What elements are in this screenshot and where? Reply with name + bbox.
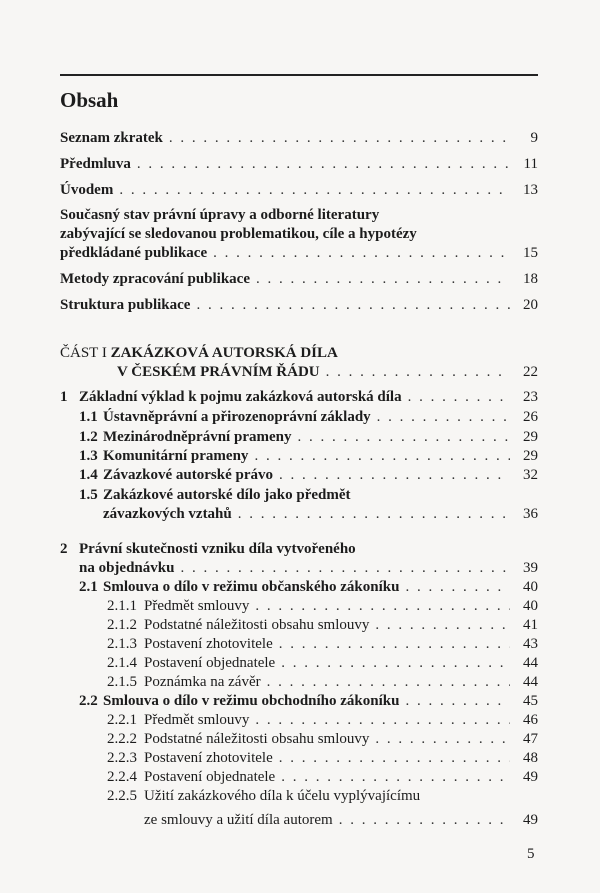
entry-label: Seznam zkratek [60,130,163,146]
section-title-cont: závazkových vztahů [103,506,232,522]
part-prefix: ČÁST I [60,345,107,361]
subsection-title-cont: ze smlouvy a užití díla autorem [144,812,333,828]
subsection-title: Podstatné náležitosti obsahu smlouvy [144,617,370,633]
entry-page: 29 [523,448,538,464]
leader-dots [297,428,510,447]
toc-entry-uvodem[interactable] [60,181,538,200]
subsection-title: Užití zakázkového díla k účelu vyplývajícímu [144,788,421,804]
subsection-number: 2.1.2 [107,617,137,633]
leader-dots [267,673,510,692]
entry-page: 18 [523,271,538,287]
entry-page: 49 [523,769,538,785]
entry-page: 39 [523,560,538,576]
toc-subsection-2-2-4[interactable] [107,768,538,787]
toc-chapter-2[interactable] [60,540,538,578]
page-title: Obsah [60,88,119,112]
chapter-number: 1 [60,389,68,405]
entry-page: 22 [523,364,538,380]
leader-dots [254,447,510,466]
subsection-number: 2.1.3 [107,636,137,652]
toc-subsection-2-2-5[interactable] [107,787,538,830]
subsection-title: Postavení objednatele [144,769,276,785]
toc-subsection-2-2-3[interactable] [107,749,538,768]
entry-page: 49 [523,812,538,828]
entry-page: 40 [523,598,538,614]
leader-dots [281,654,510,673]
part-title-line1: ZAKÁZKOVÁ AUTORSKÁ DÍLA [110,345,338,361]
chapter-title: Právní skutečnosti vzniku díla vytvořeného [79,541,356,557]
entry-page: 41 [523,617,538,633]
leader-dots [375,730,510,749]
leader-dots [279,635,510,654]
chapter-title-cont: na objednávku [79,560,175,576]
toc-entry-metody[interactable] [60,270,538,289]
toc-section-2-2[interactable] [79,692,538,711]
toc-section-1-5[interactable] [79,486,538,524]
entry-page: 48 [523,750,538,766]
leader-dots [405,692,510,711]
leader-dots [405,578,510,597]
chapter-title: Základní výklad k pojmu zakázková autorská díla [79,389,402,405]
entry-label: Předmluva [60,156,131,172]
entry-page: 9 [530,130,538,146]
part-title-line2: V ČESKÉM PRÁVNÍM ŘÁDU [117,364,320,380]
subsection-number: 2.2.2 [107,731,137,747]
toc-entry-soucasny-stav[interactable] [60,206,538,263]
section-number: 1.5 [79,487,98,503]
entry-page: 29 [523,429,538,445]
toc-subsection-2-1-5[interactable] [107,673,538,692]
leader-dots [255,711,510,730]
leader-dots [255,597,510,616]
leader-dots [279,749,510,768]
subsection-number: 2.2.1 [107,712,137,728]
section-title: Mezinárodněprávní prameny [103,429,292,445]
entry-page: 26 [523,409,538,425]
toc-subsection-2-2-2[interactable] [107,730,538,749]
entry-page: 44 [523,674,538,690]
section-title: Smlouva o dílo v režimu obchodního zákoníku [103,693,400,709]
toc-section-2-1[interactable] [79,578,538,597]
toc-subsection-2-1-4[interactable] [107,654,538,673]
toc-subsection-2-2-1[interactable] [107,711,538,730]
subsection-number: 2.2.4 [107,769,137,785]
entry-page: 47 [523,731,538,747]
entry-label: Metody zpracování publikace [60,271,250,287]
subsection-title: Předmět smlouvy [144,598,250,614]
entry-page: 36 [523,506,538,522]
leader-dots [279,466,510,485]
leader-dots [238,505,510,524]
entry-page: 44 [523,655,538,671]
leader-dots [326,363,510,382]
toc-section-1-2[interactable] [79,428,538,447]
toc-subsection-2-1-3[interactable] [107,635,538,654]
subsection-title: Postavení zhotovitele [144,750,273,766]
entry-label: Úvodem [60,182,114,198]
toc-section-1-3[interactable] [79,447,538,466]
leader-dots [377,408,510,427]
leader-dots [169,129,510,148]
toc-entry-seznam-zkratek[interactable] [60,129,538,148]
toc-part-1[interactable] [60,344,538,382]
leader-dots [408,388,510,407]
subsection-title: Předmět smlouvy [144,712,250,728]
entry-label: předkládané publikace [60,245,208,261]
section-title: Smlouva o dílo v režimu občanského zákoníku [103,579,400,595]
subsection-title: Postavení objednatele [144,655,276,671]
toc-subsection-2-1-2[interactable] [107,616,538,635]
entry-page: 13 [523,182,538,198]
subsection-number: 2.1.4 [107,655,137,671]
toc-section-1-1[interactable] [79,408,538,427]
section-number: 1.1 [79,409,98,425]
section-number: 1.3 [79,448,98,464]
leader-dots [137,155,510,174]
section-title: Zakázkové autorské dílo jako předmět [103,487,351,503]
toc-entry-struktura[interactable] [60,296,538,315]
section-title: Ústavněprávní a přirozenoprávní základy [103,409,371,425]
leader-dots [180,559,510,578]
subsection-number: 2.2.5 [107,788,137,804]
entry-label: Struktura publikace [60,297,191,313]
leader-dots [375,616,510,635]
entry-page: 45 [523,693,538,709]
leader-dots [281,768,510,787]
section-title: Komunitární prameny [103,448,249,464]
subsection-number: 2.2.3 [107,750,137,766]
subsection-title: Postavení zhotovitele [144,636,273,652]
section-title: Závazkové autorské právo [103,467,273,483]
leader-dots [213,244,510,263]
section-number: 1.4 [79,467,98,483]
page-number: 5 [527,846,535,862]
subsection-title: Poznámka na závěr [144,674,261,690]
entry-label-line: zabývající se sledovanou problematikou, cíle a hypotézy [60,226,417,242]
chapter-number: 2 [60,541,68,557]
subsection-number: 2.1.5 [107,674,137,690]
entry-page: 46 [523,712,538,728]
section-number: 2.1 [79,579,98,595]
top-rule [60,74,538,76]
leader-dots [256,270,510,289]
leader-dots [119,181,510,200]
toc-chapter-1[interactable] [60,388,538,407]
entry-page: 11 [523,156,538,172]
leader-dots [339,811,510,830]
section-number: 1.2 [79,429,98,445]
section-number: 2.2 [79,693,98,709]
toc-subsection-2-1-1[interactable] [107,597,538,616]
toc-entry-predmluva[interactable] [60,155,538,174]
subsection-number: 2.1.1 [107,598,137,614]
entry-page: 43 [523,636,538,652]
entry-page: 23 [523,389,538,405]
toc-section-1-4[interactable] [79,466,538,485]
entry-label-line: Současný stav právní úpravy a odborné literatury [60,207,380,223]
entry-page: 20 [523,297,538,313]
entry-page: 15 [523,245,538,261]
entry-page: 32 [523,467,538,483]
leader-dots [196,296,510,315]
subsection-title: Podstatné náležitosti obsahu smlouvy [144,731,370,747]
entry-page: 40 [523,579,538,595]
